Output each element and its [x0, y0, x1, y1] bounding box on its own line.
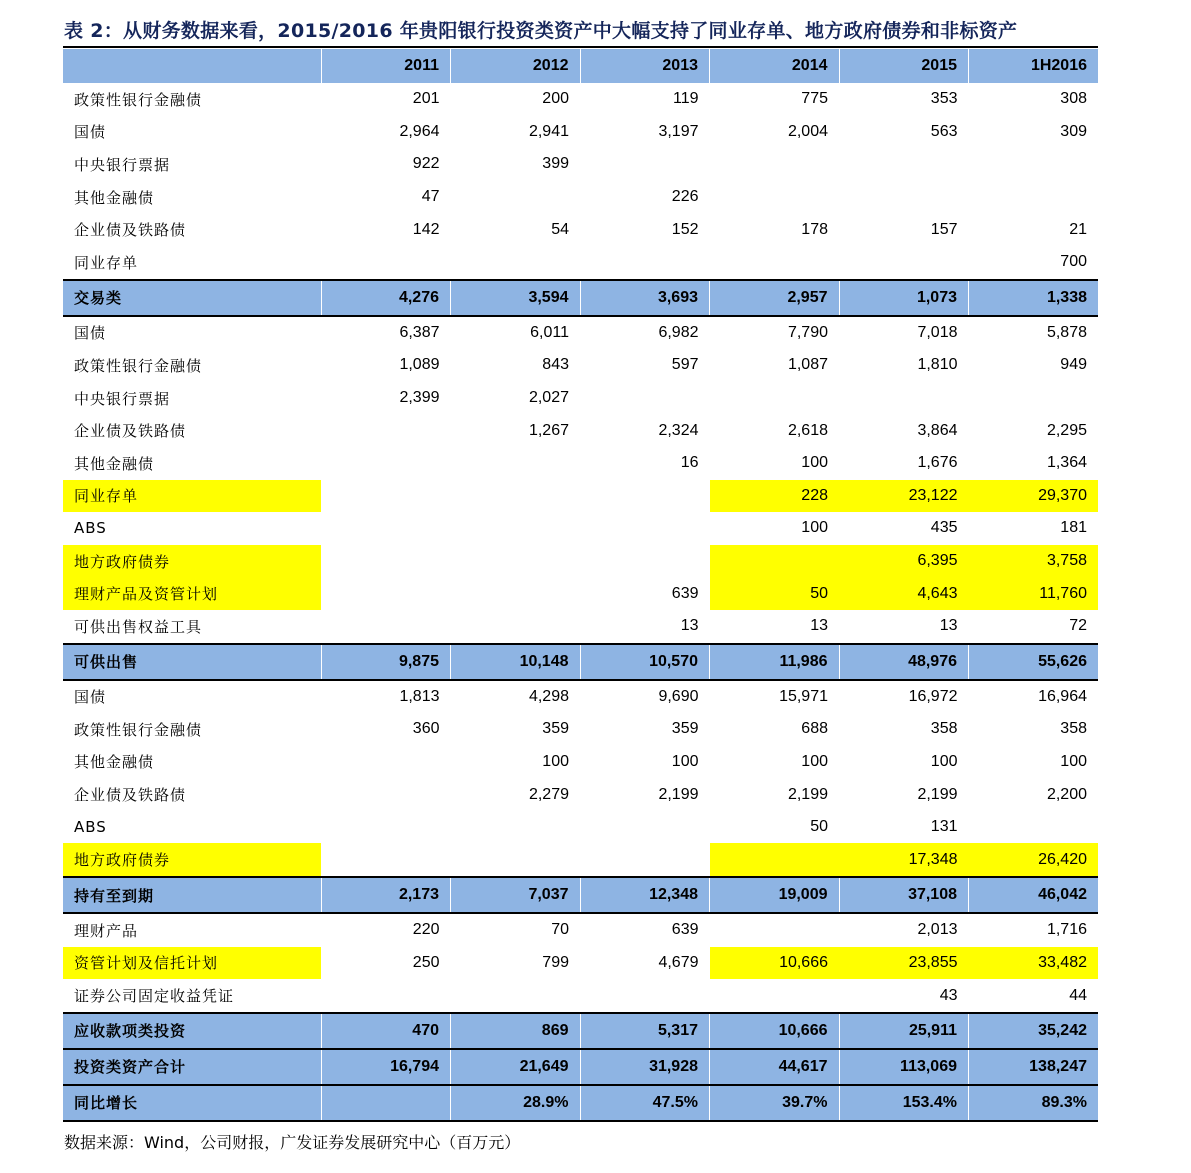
value-cell: 23,122 — [839, 480, 969, 513]
value-cell: 138,247 — [969, 1049, 1099, 1085]
value-cell — [710, 545, 840, 578]
value-cell: 2,295 — [1046, 421, 1087, 439]
value-cell — [321, 545, 451, 578]
value-cell: 152 — [671, 220, 699, 238]
value-cell: 39.7% — [710, 1085, 840, 1121]
value-cell — [451, 843, 581, 877]
row-label: 同业存单 — [63, 480, 321, 513]
value-cell — [451, 512, 581, 545]
value-cell: 399 — [542, 155, 569, 173]
value-cell: 23,855 — [839, 947, 969, 980]
value-cell — [710, 181, 840, 214]
table-row — [63, 545, 1098, 578]
value-cell: 435 — [930, 519, 958, 537]
value-cell: 70 — [551, 921, 569, 939]
header-row — [63, 49, 1098, 83]
value-cell: 358 — [1060, 720, 1087, 738]
row-label: 国债 — [74, 688, 107, 707]
value-cell: 100 — [1060, 752, 1087, 770]
table-row — [63, 181, 1098, 214]
value-cell: 359 — [542, 720, 569, 738]
value-cell: 7,018 — [917, 323, 958, 341]
header-cell — [63, 49, 321, 83]
value-cell: 2,399 — [399, 389, 440, 407]
value-cell — [321, 246, 451, 280]
value-cell: 1,338 — [969, 280, 1099, 316]
value-cell: 470 — [321, 1013, 451, 1049]
value-cell: 1,676 — [917, 454, 958, 472]
value-cell: 360 — [412, 720, 440, 738]
value-cell: 2,964 — [399, 122, 440, 140]
value-cell: 113,069 — [839, 1049, 969, 1085]
table-row — [63, 316, 1098, 350]
value-cell: 55,626 — [969, 644, 1099, 680]
value-cell: 153.4% — [839, 1085, 969, 1121]
value-cell: 1,813 — [399, 687, 440, 705]
value-cell: 7,037 — [451, 877, 581, 913]
value-cell: 100 — [930, 752, 958, 770]
value-cell: 2,941 — [528, 122, 569, 140]
value-cell: 1,089 — [399, 356, 440, 374]
value-cell — [839, 148, 969, 181]
value-cell: 7,790 — [787, 323, 828, 341]
value-cell: 100 — [671, 752, 699, 770]
value-cell: 4,298 — [528, 687, 569, 705]
value-cell: 25,911 — [839, 1013, 969, 1049]
row-label: 其他金融债 — [74, 454, 155, 473]
table-row — [63, 778, 1098, 811]
value-cell: 250 — [412, 953, 440, 971]
value-cell — [580, 512, 710, 545]
value-cell — [580, 811, 710, 844]
value-cell: 869 — [451, 1013, 581, 1049]
row-label: 中央银行票据 — [74, 155, 171, 174]
value-cell: 201 — [412, 90, 440, 108]
table-row — [63, 947, 1098, 980]
value-cell — [321, 1085, 451, 1121]
value-cell: 119 — [672, 90, 699, 108]
value-cell: 47 — [421, 188, 440, 206]
row-label: 国债 — [74, 123, 107, 142]
table-row — [63, 811, 1098, 844]
value-cell: 3,197 — [658, 122, 699, 140]
value-cell: 1,267 — [528, 421, 569, 439]
value-cell — [580, 148, 710, 181]
value-cell: 226 — [671, 188, 699, 206]
value-cell: 5,878 — [1046, 323, 1087, 341]
value-cell: 309 — [1060, 122, 1087, 140]
value-cell: 17,348 — [839, 843, 969, 877]
row-label: ABS — [74, 818, 107, 837]
value-cell — [969, 148, 1099, 181]
table-row — [63, 447, 1098, 480]
value-cell: 10,570 — [580, 644, 710, 680]
value-cell: 3,594 — [451, 280, 581, 316]
value-cell: 131 — [930, 818, 958, 836]
value-cell: 16,794 — [321, 1049, 451, 1085]
table-row — [63, 680, 1098, 714]
value-cell — [321, 778, 451, 811]
value-cell: 2,199 — [658, 785, 699, 803]
value-cell: 100 — [801, 752, 828, 770]
value-cell — [321, 979, 451, 1013]
value-cell: 54 — [551, 220, 569, 238]
row-label: 理财产品 — [74, 921, 139, 940]
header-cell: 2013 — [580, 49, 710, 83]
row-label: 国债 — [74, 324, 107, 343]
value-cell — [580, 843, 710, 877]
value-cell: 775 — [801, 90, 828, 108]
value-cell — [451, 480, 581, 513]
table-row — [63, 480, 1098, 513]
value-cell — [969, 811, 1099, 844]
value-cell: 700 — [1060, 253, 1087, 271]
subtotal-row — [63, 644, 1098, 680]
value-cell: 353 — [930, 90, 958, 108]
row-label: ABS — [74, 519, 107, 538]
value-cell: 1,087 — [787, 356, 828, 374]
value-cell — [580, 979, 710, 1013]
value-cell: 43 — [939, 986, 958, 1004]
value-cell — [321, 480, 451, 513]
row-label: 企业债及铁路债 — [74, 422, 187, 441]
value-cell: 200 — [542, 90, 569, 108]
value-cell: 5,317 — [580, 1013, 710, 1049]
value-cell: 47.5% — [580, 1085, 710, 1121]
table-row — [63, 382, 1098, 415]
value-cell — [451, 181, 581, 214]
subtotal-row — [63, 1049, 1098, 1085]
value-cell: 29,370 — [969, 480, 1099, 513]
value-cell: 16,972 — [908, 687, 958, 705]
table-title: 表 2：从财务数据来看，2015/2016 年贵阳银行投资类资产中大幅支持了同业存单、地方政府债券和非标资产 — [64, 20, 1018, 42]
value-cell — [580, 382, 710, 415]
value-cell — [321, 512, 451, 545]
table-row — [63, 246, 1098, 280]
table-row — [63, 414, 1098, 447]
value-cell: 4,643 — [839, 577, 969, 610]
value-cell: 10,666 — [710, 947, 840, 980]
row-label: 中央银行票据 — [74, 389, 171, 408]
value-cell: 21,649 — [451, 1049, 581, 1085]
row-label: 其他金融债 — [74, 753, 155, 772]
value-cell: 3,693 — [580, 280, 710, 316]
table-body — [63, 83, 1098, 1121]
value-cell: 50 — [810, 818, 828, 836]
row-label: 交易类 — [63, 280, 321, 316]
value-cell: 308 — [1060, 90, 1087, 108]
row-label: 地方政府债券 — [63, 843, 321, 877]
value-cell: 44,617 — [710, 1049, 840, 1085]
value-cell — [321, 610, 451, 644]
row-label: 投资类资产合计 — [63, 1049, 321, 1085]
source-note: 数据来源：Wind，公司财报，广发证券发展研究中心（百万元） — [64, 1133, 521, 1152]
row-label: 可供出售权益工具 — [74, 617, 203, 636]
value-cell: 2,618 — [787, 421, 828, 439]
value-cell: 12,348 — [580, 877, 710, 913]
row-label: 理财产品及资管计划 — [63, 577, 321, 610]
value-cell — [451, 979, 581, 1013]
table-row — [63, 148, 1098, 181]
value-cell: 639 — [671, 584, 699, 602]
row-label: 政策性银行金融债 — [74, 90, 203, 109]
value-cell — [451, 246, 581, 280]
row-label: 资管计划及信托计划 — [63, 947, 321, 980]
value-cell: 13 — [680, 617, 699, 635]
table-row — [63, 913, 1098, 947]
value-cell — [580, 480, 710, 513]
table-row — [63, 116, 1098, 149]
table-row — [63, 577, 1098, 610]
value-cell: 1,073 — [839, 280, 969, 316]
value-cell: 6,387 — [399, 323, 440, 341]
value-cell — [451, 610, 581, 644]
header-cell: 2011 — [321, 49, 451, 83]
value-cell: 2,199 — [787, 785, 828, 803]
value-cell: 72 — [1069, 617, 1087, 635]
table-row — [63, 83, 1098, 116]
value-cell — [839, 246, 969, 280]
value-cell: 228 — [710, 480, 840, 513]
subtotal-row — [63, 1085, 1098, 1121]
value-cell: 2,004 — [787, 122, 828, 140]
value-cell: 26,420 — [969, 843, 1099, 877]
subtotal-row — [63, 1013, 1098, 1049]
value-cell: 2,013 — [917, 921, 958, 939]
value-cell: 100 — [801, 454, 828, 472]
row-label: 同比增长 — [63, 1085, 321, 1121]
row-label: 政策性银行金融债 — [74, 356, 203, 375]
value-cell — [710, 148, 840, 181]
value-cell: 639 — [671, 921, 699, 939]
table-row — [63, 843, 1098, 877]
value-cell: 157 — [930, 220, 958, 238]
value-cell: 843 — [542, 356, 569, 374]
value-cell: 2,200 — [1046, 785, 1087, 803]
title-rule — [63, 46, 1098, 48]
value-cell: 89.3% — [969, 1085, 1099, 1121]
value-cell: 44 — [1069, 986, 1087, 1004]
value-cell — [451, 545, 581, 578]
value-cell: 9,875 — [321, 644, 451, 680]
table-row — [63, 349, 1098, 382]
value-cell: 35,242 — [969, 1013, 1099, 1049]
value-cell: 11,760 — [969, 577, 1099, 610]
subtotal-row — [63, 877, 1098, 913]
value-cell: 6,395 — [839, 545, 969, 578]
table-row — [63, 610, 1098, 644]
value-cell: 799 — [542, 953, 569, 971]
value-cell — [580, 545, 710, 578]
value-cell: 9,690 — [658, 687, 699, 705]
header-cell: 2015 — [839, 49, 969, 83]
value-cell: 2,279 — [528, 785, 569, 803]
table-row — [63, 746, 1098, 779]
row-label: 地方政府债券 — [63, 545, 321, 578]
value-cell: 2,324 — [658, 421, 699, 439]
row-label: 企业债及铁路债 — [74, 786, 187, 805]
value-cell: 3,758 — [969, 545, 1099, 578]
value-cell: 16,964 — [1038, 687, 1087, 705]
value-cell: 1,810 — [917, 356, 958, 374]
row-label: 持有至到期 — [63, 877, 321, 913]
value-cell: 922 — [412, 155, 440, 173]
value-cell: 11,986 — [710, 644, 840, 680]
value-cell: 3,864 — [917, 421, 958, 439]
value-cell: 13 — [810, 617, 828, 635]
value-cell: 10,666 — [710, 1013, 840, 1049]
table-row — [63, 713, 1098, 746]
row-label: 同业存单 — [74, 253, 139, 272]
value-cell: 19,009 — [710, 877, 840, 913]
value-cell: 6,011 — [530, 323, 569, 341]
value-cell: 181 — [1060, 519, 1087, 537]
value-cell: 359 — [671, 720, 699, 738]
value-cell: 2,199 — [917, 785, 958, 803]
value-cell: 4,276 — [321, 280, 451, 316]
row-label: 证券公司固定收益凭证 — [74, 987, 235, 1006]
value-cell — [321, 414, 451, 447]
value-cell — [580, 246, 710, 280]
value-cell — [710, 382, 840, 415]
value-cell: 100 — [542, 752, 569, 770]
value-cell: 46,042 — [969, 877, 1099, 913]
value-cell: 31,928 — [580, 1049, 710, 1085]
table-row — [63, 979, 1098, 1013]
value-cell: 15,971 — [779, 687, 828, 705]
value-cell — [839, 181, 969, 214]
header-cell: 2014 — [710, 49, 840, 83]
table-row — [63, 213, 1098, 246]
value-cell: 2,957 — [710, 280, 840, 316]
value-cell: 1,716 — [1046, 921, 1087, 939]
value-cell — [839, 382, 969, 415]
value-cell — [710, 979, 840, 1013]
header-cell: 2012 — [451, 49, 581, 83]
value-cell: 21 — [1069, 220, 1087, 238]
value-cell: 10,148 — [451, 644, 581, 680]
value-cell: 1,364 — [1046, 454, 1087, 472]
value-cell: 50 — [710, 577, 840, 610]
table-row — [63, 512, 1098, 545]
value-cell: 2,027 — [528, 389, 569, 407]
row-label: 可供出售 — [63, 644, 321, 680]
value-cell — [451, 447, 581, 480]
value-cell — [710, 913, 840, 947]
value-cell: 178 — [801, 220, 828, 238]
value-cell — [969, 181, 1099, 214]
value-cell — [321, 746, 451, 779]
value-cell: 6,982 — [658, 323, 699, 341]
row-label: 企业债及铁路债 — [74, 221, 187, 240]
value-cell: 2,173 — [321, 877, 451, 913]
value-cell — [969, 382, 1099, 415]
value-cell: 33,482 — [969, 947, 1099, 980]
value-cell: 48,976 — [839, 644, 969, 680]
value-cell — [710, 843, 840, 877]
value-cell — [321, 843, 451, 877]
value-cell: 563 — [930, 122, 958, 140]
value-cell: 4,679 — [658, 953, 699, 971]
value-cell: 688 — [801, 720, 828, 738]
value-cell — [451, 577, 581, 610]
value-cell — [710, 246, 840, 280]
value-cell: 37,108 — [839, 877, 969, 913]
value-cell: 13 — [939, 617, 958, 635]
investment-assets-table — [63, 49, 1098, 1122]
value-cell: 220 — [412, 921, 440, 939]
header-cell: 1H2016 — [969, 49, 1099, 83]
value-cell — [321, 577, 451, 610]
value-cell — [321, 447, 451, 480]
row-label: 应收款项类投资 — [63, 1013, 321, 1049]
value-cell: 142 — [412, 220, 440, 238]
value-cell: 358 — [930, 720, 958, 738]
value-cell — [321, 811, 451, 844]
value-cell: 28.9% — [451, 1085, 581, 1121]
row-label: 其他金融债 — [74, 188, 155, 207]
value-cell: 100 — [801, 519, 828, 537]
value-cell: 949 — [1060, 356, 1087, 374]
value-cell: 597 — [671, 356, 699, 374]
subtotal-row — [63, 280, 1098, 316]
row-label: 政策性银行金融债 — [74, 720, 203, 739]
value-cell — [451, 811, 581, 844]
value-cell: 16 — [680, 454, 699, 472]
